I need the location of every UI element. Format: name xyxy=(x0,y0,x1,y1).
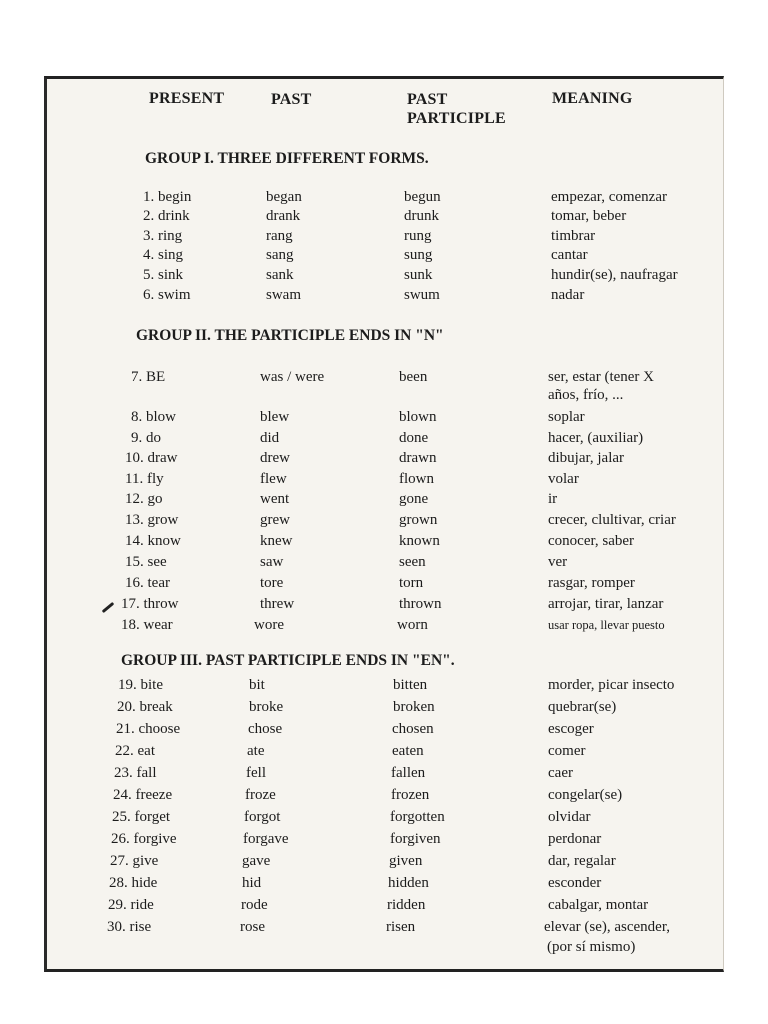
verb-past: bit xyxy=(249,677,265,693)
verb-meaning: ir xyxy=(548,491,558,507)
verb-present: 22. eat xyxy=(115,743,155,759)
verb-meaning: usar ropa, llevar puesto xyxy=(548,618,665,632)
verb-participle: blown xyxy=(399,409,437,425)
verb-present: 5. sink xyxy=(143,267,184,283)
verb-participle: torn xyxy=(399,575,424,591)
verb-participle: ridden xyxy=(387,897,426,913)
verb-row xyxy=(47,785,687,805)
verb-row xyxy=(47,285,687,305)
verb-row xyxy=(47,917,687,937)
verb-row xyxy=(47,741,687,761)
header-present: PRESENT xyxy=(149,90,225,107)
verb-past: sank xyxy=(266,267,294,283)
verb-meaning: volar xyxy=(548,471,579,487)
verb-meaning: perdonar xyxy=(548,831,602,847)
verb-past: broke xyxy=(249,699,284,715)
verb-participle: done xyxy=(399,430,429,446)
verb-meaning-continued: años, frío, ... xyxy=(548,387,624,403)
verb-present: 10. draw xyxy=(125,450,178,466)
verb-present: 1. begin xyxy=(143,189,192,205)
verb-past: froze xyxy=(245,787,276,803)
verb-meaning: timbrar xyxy=(551,228,596,244)
verb-present: 20. break xyxy=(117,699,173,715)
verb-meaning: elevar (se), ascender, xyxy=(544,919,670,935)
verb-meaning: escoger xyxy=(548,721,594,737)
verb-meaning-continued: (por sí mismo) xyxy=(547,939,636,955)
verb-past: swam xyxy=(266,287,301,303)
verb-past: tore xyxy=(260,575,284,591)
verb-participle: forgiven xyxy=(390,831,441,847)
verb-past: flew xyxy=(260,471,287,487)
verb-meaning: conocer, saber xyxy=(548,533,635,549)
verb-participle: eaten xyxy=(392,743,424,759)
verb-participle: sung xyxy=(404,247,433,263)
verb-row xyxy=(47,265,687,285)
verb-row xyxy=(47,206,687,226)
verb-meaning: empezar, comenzar xyxy=(551,189,667,205)
verb-participle: risen xyxy=(386,919,416,935)
verb-past: did xyxy=(260,430,280,446)
verb-row xyxy=(47,510,687,530)
verb-present: 30. rise xyxy=(107,919,152,935)
verb-meaning: cantar xyxy=(551,247,588,263)
verb-past: chose xyxy=(248,721,283,737)
verb-meaning: tomar, beber xyxy=(551,208,627,224)
verb-participle: been xyxy=(399,369,428,385)
verb-row xyxy=(47,187,687,207)
verb-present: 16. tear xyxy=(125,575,170,591)
verb-meaning: hacer, (auxiliar) xyxy=(548,430,644,446)
verb-participle: seen xyxy=(399,554,426,570)
verb-participle: frozen xyxy=(391,787,430,803)
verb-participle: chosen xyxy=(392,721,434,737)
verb-present: 11. fly xyxy=(125,471,164,487)
verb-present: 27. give xyxy=(110,853,159,869)
verb-meaning: hundir(se), naufragar xyxy=(551,267,678,283)
verb-row xyxy=(47,594,687,614)
verb-past: rang xyxy=(266,228,293,244)
verb-participle: drunk xyxy=(404,208,439,224)
verb-past: rode xyxy=(241,897,268,913)
verb-present: 2. drink xyxy=(143,208,190,224)
verb-meaning: quebrar(se) xyxy=(548,699,617,715)
verb-meaning: ser, estar (tener X xyxy=(548,369,655,385)
verb-present: 9. do xyxy=(131,430,161,446)
verb-meaning: rasgar, romper xyxy=(548,575,635,591)
verb-participle: gone xyxy=(399,491,429,507)
verb-participle: forgotten xyxy=(390,809,445,825)
verb-present: 12. go xyxy=(125,491,163,507)
verb-participle: drawn xyxy=(399,450,437,466)
verb-row xyxy=(47,873,687,893)
verb-present: 18. wear xyxy=(121,617,173,633)
group-1-title: GROUP I. THREE DIFFERENT FORMS. xyxy=(145,150,429,167)
verb-participle: grown xyxy=(399,512,438,528)
verb-past: gave xyxy=(242,853,271,869)
verb-past: went xyxy=(260,491,290,507)
verb-past: threw xyxy=(260,596,295,612)
verb-past: wore xyxy=(254,617,284,633)
verb-past: forgot xyxy=(244,809,281,825)
verb-past: saw xyxy=(260,554,284,570)
verb-past: fell xyxy=(246,765,266,781)
verb-past: blew xyxy=(260,409,290,425)
verb-present: 21. choose xyxy=(116,721,181,737)
verb-participle: flown xyxy=(399,471,434,487)
verb-meaning: esconder xyxy=(548,875,602,891)
group-2-title: GROUP II. THE PARTICIPLE ENDS IN "N" xyxy=(136,327,444,344)
verb-meaning: dar, regalar xyxy=(548,853,616,869)
verb-participle: swum xyxy=(404,287,440,303)
verb-present: 7. BE xyxy=(131,369,166,385)
verb-present: 29. ride xyxy=(108,897,154,913)
verb-meaning: caer xyxy=(548,765,573,781)
verb-row xyxy=(47,615,687,635)
verb-meaning: nadar xyxy=(551,287,585,303)
verb-participle: worn xyxy=(397,617,428,633)
verb-participle: thrown xyxy=(399,596,442,612)
verb-past: hid xyxy=(242,875,262,891)
verb-present: 6. swim xyxy=(143,287,191,303)
verb-row xyxy=(47,851,687,871)
verb-row xyxy=(47,367,687,387)
verb-row xyxy=(47,531,687,551)
verb-row xyxy=(47,245,687,265)
verb-meaning: cabalgar, montar xyxy=(548,897,649,913)
verb-meaning: arrojar, tirar, lanzar xyxy=(548,596,664,612)
verb-present: 19. bite xyxy=(118,677,163,693)
verb-past: was / were xyxy=(260,369,325,385)
verb-present: 25. forget xyxy=(112,809,171,825)
verb-row xyxy=(47,448,687,468)
verb-row xyxy=(47,697,687,717)
verb-row xyxy=(47,763,687,783)
verb-row xyxy=(47,407,687,427)
verb-past: knew xyxy=(260,533,293,549)
verb-row xyxy=(47,829,687,849)
verb-row xyxy=(47,469,687,489)
verb-participle: broken xyxy=(393,699,435,715)
verb-past: drank xyxy=(266,208,301,224)
verb-present: 13. grow xyxy=(125,512,179,528)
verb-row xyxy=(47,428,687,448)
verb-row xyxy=(47,552,687,572)
header-participle: PAST xyxy=(407,91,448,108)
verb-row xyxy=(47,807,687,827)
verb-past: rose xyxy=(240,919,265,935)
verb-past: ate xyxy=(247,743,265,759)
verb-meaning: olvidar xyxy=(548,809,591,825)
verb-participle: rung xyxy=(404,228,432,244)
verb-participle: sunk xyxy=(404,267,433,283)
verb-present: 23. fall xyxy=(114,765,157,781)
verb-participle: hidden xyxy=(388,875,429,891)
verb-past: drew xyxy=(260,450,290,466)
header-past: PAST xyxy=(271,91,312,108)
verb-participle: known xyxy=(399,533,440,549)
verb-row xyxy=(47,895,687,915)
verb-row xyxy=(47,719,687,739)
verb-present: 26. forgive xyxy=(111,831,177,847)
group-3-title: GROUP III. PAST PARTICIPLE ENDS IN "EN". xyxy=(121,652,455,669)
verb-present: 28. hide xyxy=(109,875,158,891)
verb-meaning: comer xyxy=(548,743,586,759)
header-meaning: MEANING xyxy=(552,90,633,107)
verb-present: 17. throw xyxy=(121,596,179,612)
verb-meaning: crecer, clultivar, criar xyxy=(548,512,676,528)
verb-present: 14. know xyxy=(125,533,181,549)
verb-past: sang xyxy=(266,247,294,263)
verb-past: began xyxy=(266,189,302,205)
verb-participle: fallen xyxy=(391,765,426,781)
verb-present: 8. blow xyxy=(131,409,176,425)
verb-present: 3. ring xyxy=(143,228,183,244)
verb-list-sheet xyxy=(44,76,724,972)
verb-meaning: soplar xyxy=(548,409,585,425)
verb-past: grew xyxy=(260,512,290,528)
verb-past: forgave xyxy=(243,831,289,847)
header-participle-line2: PARTICIPLE xyxy=(407,110,506,127)
verb-meaning: congelar(se) xyxy=(548,787,623,803)
verb-row xyxy=(47,573,687,593)
verb-participle: bitten xyxy=(393,677,428,693)
verb-participle: given xyxy=(389,853,423,869)
verb-meaning: ver xyxy=(548,554,568,570)
verb-row xyxy=(47,489,687,509)
verb-present: 4. sing xyxy=(143,247,184,263)
verb-meaning: dibujar, jalar xyxy=(548,450,625,466)
verb-row xyxy=(47,226,687,246)
verb-row xyxy=(47,675,687,695)
verb-participle: begun xyxy=(404,189,441,205)
verb-present: 24. freeze xyxy=(113,787,173,803)
verb-meaning: morder, picar insecto xyxy=(548,677,675,693)
verb-present: 15. see xyxy=(125,554,167,570)
